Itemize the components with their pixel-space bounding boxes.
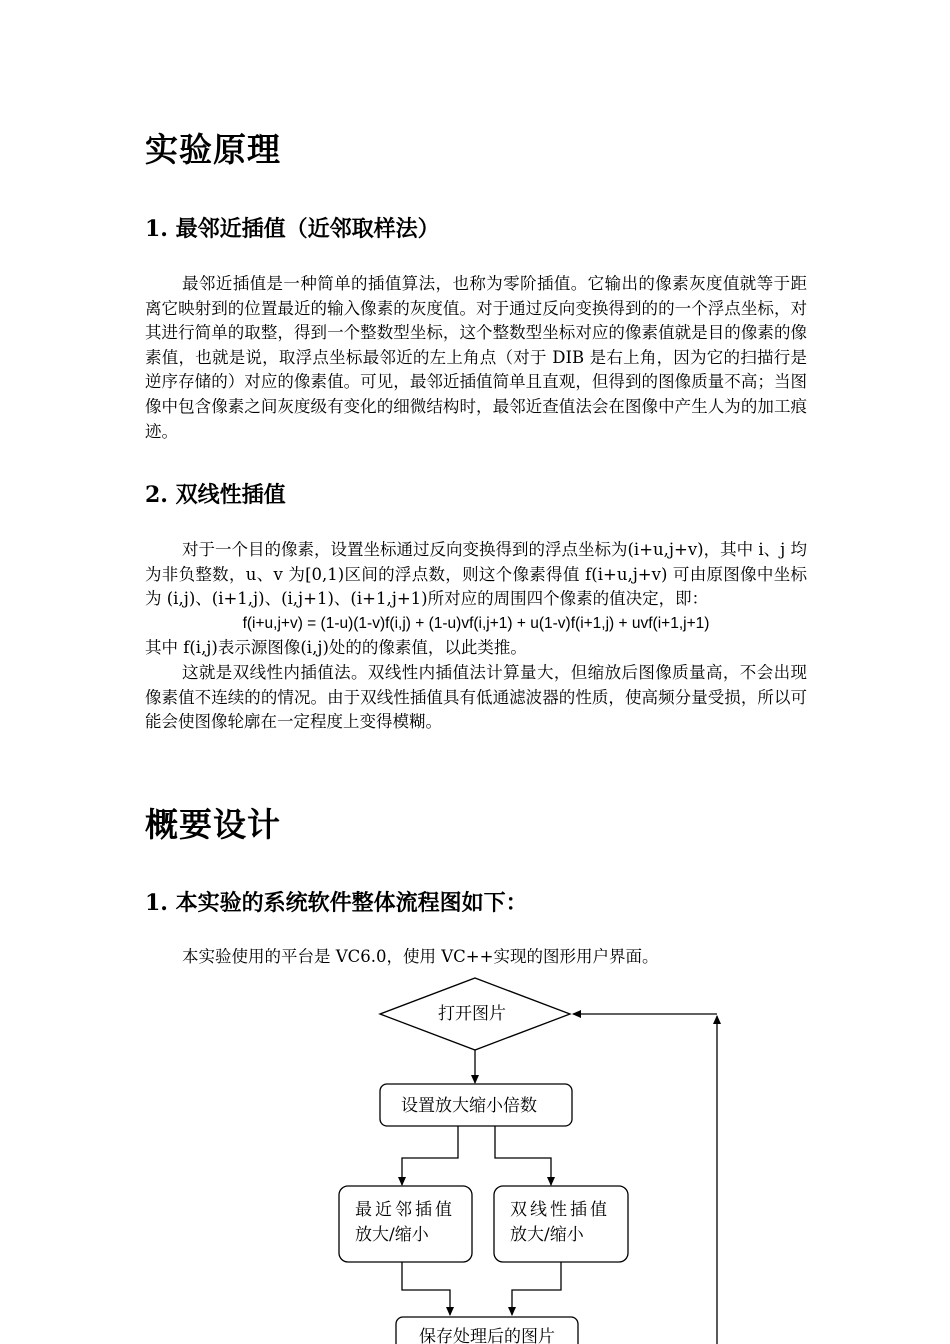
save-label: 保存处理后的图片	[419, 1327, 555, 1344]
bilinear-text-1: 对于一个目的像素，设置坐标通过反向变换得到的浮点坐标为(i+u,j+v)，其中 i、j 均为非负整数，u、v 为[0,1)区间的浮点数，则这个像素得值 f(i+u,j+v) 可由原图像中坐标为 (i,j)、(i+1,j)、(i,j+1)、(i+1,j+1)所对应的周围四个像素的值决定，即：	[145, 540, 807, 609]
nearest-neighbor-text: 最邻近插值是一种简单的插值算法，也称为零阶插值。它输出的像素灰度值就等于距离它映射到的位置最近的输入像素的灰度值。对于通过反向变换得到的的一个浮点坐标，对其进行简单的取整，得到一个整数型坐标，这个整数型坐标对应的像素值就是目的像素的像素值，也就是说，取浮点坐标最邻近的左上角点（对于 DIB 是右上角，因为它的扫描行是逆序存储的）对应的像素值。可见，最邻近插值简单且直观，但得到的图像质量不高；当图像中包含像素之间灰度级有变化的细微结构时，最邻近查值法会在图像中产生人为的加工痕迹。	[145, 274, 807, 441]
open-image-label: 打开图片	[438, 1004, 506, 1024]
heading-nearest-neighbor: 1. 最邻近插值（近邻取样法）	[145, 216, 440, 242]
arrow-scale-to-bilinear	[495, 1126, 551, 1185]
section-title-principle: 实验原理	[145, 130, 281, 169]
heading-bilinear: 2. 双线性插值	[145, 482, 286, 508]
nearest-box	[339, 1186, 472, 1262]
platform-text: 本实验使用的平台是 VC6.0，使用 VC++实现的图形用户界面。	[182, 947, 659, 966]
arrow-scale-to-nearest	[402, 1126, 458, 1185]
nearest-label-line2: 放大/缩小	[355, 1225, 429, 1245]
bilinear-text-2: 其中 f(i,j)表示源图像(i,j)处的的像素值，以此类推。	[145, 638, 527, 658]
bilinear-text-3: 这就是双线性内插值法。双线性内插值法计算量大，但缩放后图像质量高，不会出现像素值不连续的的情况。由于双线性插值具有低通滤波器的性质，使高频分量受损，所以可能会使图像轮廓在一定程度上变得模糊。	[145, 662, 807, 732]
heading-flowchart: 1. 本实验的系统软件整体流程图如下：	[145, 890, 528, 916]
arrow-nearest-to-save	[402, 1262, 450, 1315]
section-title-design: 概要设计	[145, 805, 281, 844]
nearest-label-line1: 最近邻插值	[355, 1200, 455, 1220]
bilinear-formula: f(i+u,j+v) = (1-u)(1-v)f(i,j) + (1-u)vf(i,j+1) + u(1-v)f(i+1,j) + uvf(i+1,j+1)	[242, 614, 710, 632]
arrow-bilinear-to-save	[512, 1262, 561, 1315]
set-scale-label: 设置放大缩小倍数	[401, 1096, 537, 1116]
bilinear-label-line1: 双线性插值	[510, 1200, 610, 1220]
bilinear-box	[494, 1186, 628, 1262]
bilinear-label-line2: 放大/缩小	[510, 1225, 584, 1245]
